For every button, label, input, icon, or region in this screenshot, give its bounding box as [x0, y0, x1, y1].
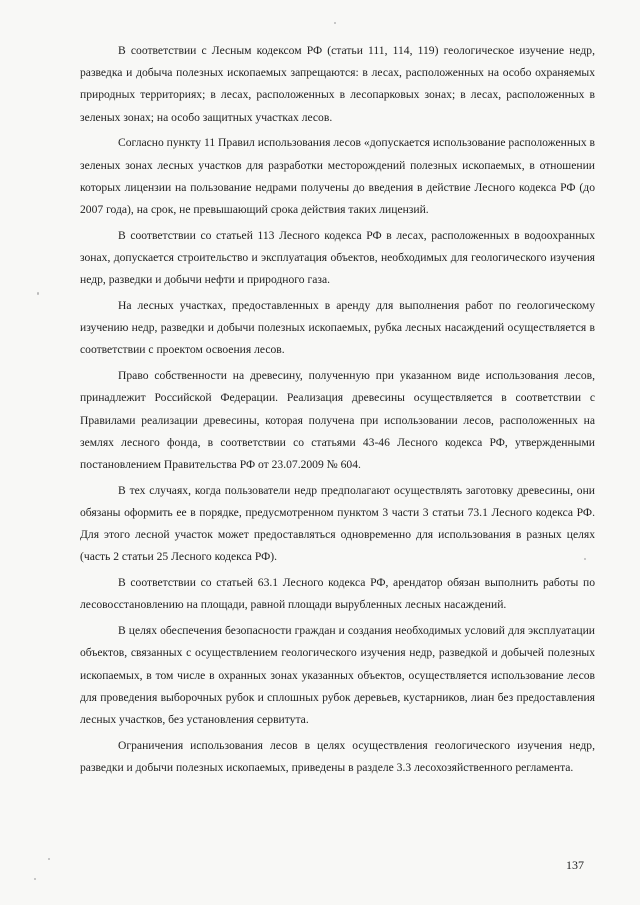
paragraph: На лесных участках, предоставленных в аренду для выполнения работ по геологическому изучению недр, разведки и добычи полезных ископаемых, рубка лесных насаждений осуществляется в соответствии с проектом освоения лесов. [80, 299, 595, 357]
paragraph: Право собственности на древесину, полученную при указанном виде использования лесов, принадлежит Российской Федерации. Реализация древесины осуществляется в соответствии с Правилами реализации древесины, которая получена при использовании лесов, расположенных на землях лесного фонда, в соответствии со статьями 43-46 Лесного кодекса РФ, утвержденными постановлением Правительства РФ от 23.07.2009 № 604. [80, 369, 595, 472]
paragraph: В соответствии со статьей 113 Лесного кодекса РФ в лесах, расположенных в водоохранных зонах, допускается строительство и эксплуатация объектов, необходимых для геологического изучения недр, разведки и добычи нефти и природного газа. [80, 228, 595, 287]
scan-speck [334, 22, 336, 24]
paragraph: Ограничения использования лесов в целях осуществления геологического изучения недр, разведки и добычи полезных ископаемых, приведены в разделе 3.3 лесохозяйственного регламента. [80, 738, 595, 775]
scan-speck [48, 858, 50, 860]
page-number: 137 [566, 858, 584, 872]
document-body [80, 40, 595, 783]
paragraph: В целях обеспечения безопасности граждан и создания необходимых условий для эксплуатации объектов, связанных с осуществлением геологического изучения недр, разведкой и добычей полезных ископаемых, в том числе в охранных зонах указанных объектов, осуществляется использование лесов для проведения выборочных рубок и сплошных рубок деревьев, кустарников, лиан без предоставления лесных участков, без установления сервитута. [80, 624, 595, 727]
scan-speck [584, 558, 586, 560]
scan-speck [34, 878, 36, 880]
paragraph: В соответствии со статьей 63.1 Лесного кодекса РФ, арендатор обязан выполнить работы по лесовосстановлению на площади, равной площади вырубленных лесных насаждений. [80, 576, 595, 612]
paragraph: Согласно пункту 11 Правил использования лесов «допускается использование расположенных в зеленых зонах лесных участков для разработки месторождений полезных ископаемых, в отношении которых лицензии на пользование недрами получены до введения в действие Лесного кодекса РФ (до 2007 года), на срок, не превышающий срока действия таких лицензий. [80, 136, 596, 217]
scan-speck [37, 292, 39, 295]
paragraph: В соответствии с Лесным кодексом РФ (статьи 111, 114, 119) геологическое изучение недр, разведка и добыча полезных ископаемых запрещаются: в лесах, расположенных на особо охраняемых природных территориях; в лесах, расположенных в лесопарковых зонах; в лесах, расположенных в зеленых зонах; на особо защитных участках лесов. [80, 44, 595, 124]
paragraph: В тех случаях, когда пользователи недр предполагают осуществлять заготовку древесины, они обязаны оформить ее в порядке, предусмотренном пунктом 3 части 3 статьи 73.1 Лесного кодекса РФ. Для этого лесной участок может предоставляться одновременно для использования в разных целях (часть 2 статьи 25 Лесного кодекса РФ). [80, 483, 595, 564]
